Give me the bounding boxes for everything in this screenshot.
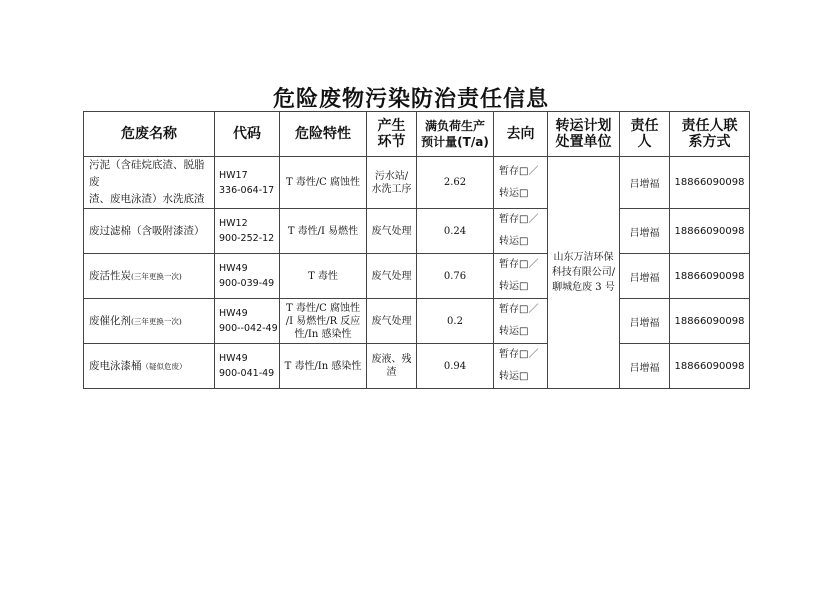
waste-name-text: 废过滤棉（含吸附漆渣）: [89, 224, 205, 237]
stage-cell: [367, 299, 417, 344]
waste-name-text: 废催化剂: [89, 314, 131, 327]
header-transfer-line1: 转运计划: [555, 118, 612, 134]
waste-code-category: HW49: [219, 263, 248, 274]
transfer-unit-line1: 山东万洁环保: [553, 252, 614, 263]
waste-name-cell: [84, 344, 215, 389]
header-amount-line2: 预计量(T/a): [421, 135, 489, 149]
hazard-line1: T 毒性/In 感染性: [284, 360, 362, 372]
waste-code-cell: [215, 157, 280, 209]
waste-name-line1: [89, 157, 214, 191]
contact-phone-number: 18866090098: [674, 360, 745, 372]
responsible-person-cell: [620, 344, 670, 389]
page-title: 危险废物污染防治责任信息: [272, 87, 549, 112]
header-code: 代码: [215, 112, 280, 157]
waste-name-cell: [84, 209, 215, 254]
stage-line1: 污水站/: [374, 170, 409, 182]
waste-code-category: HW17: [219, 169, 248, 181]
header-person: [620, 112, 670, 157]
header-row: [84, 112, 750, 157]
transfer-unit-line2: 科技有限公司/: [551, 267, 616, 278]
contact-phone-cell: [670, 344, 750, 389]
header-dest: 去向: [494, 112, 548, 157]
hazard-cell: [280, 209, 367, 254]
contact-phone-number: 18866090098: [674, 177, 745, 188]
contact-phone-cell: [670, 157, 750, 209]
waste-code-cell: [215, 209, 280, 254]
header-transfer-line2: 处置单位: [555, 134, 612, 150]
responsible-person-name: 吕增福: [629, 272, 660, 284]
header-contact-line1: 责任人联: [681, 118, 738, 134]
destination-cell: [494, 157, 548, 209]
destination-transfer: 转运□: [499, 371, 529, 382]
destination-transfer: 转运□: [499, 187, 529, 199]
stage-cell: [367, 344, 417, 389]
waste-code-cell: [215, 254, 280, 299]
waste-name-text: 污泥（含硅烷底渣、脱脂废: [89, 159, 205, 188]
waste-code-number: 900-039-49: [219, 278, 275, 289]
hazard-line1: T 毒性/I 易燃性: [287, 225, 359, 237]
amount-value: 0.76: [443, 270, 467, 282]
destination-cell: [494, 209, 548, 254]
contact-phone-cell: [670, 299, 750, 344]
destination-cell: [494, 254, 548, 299]
destination-storage: 暂存□／: [499, 165, 539, 177]
header-hazard: 危险特性: [280, 112, 367, 157]
stage-line1: 废气处理: [371, 315, 412, 327]
hazard-cell: [280, 299, 367, 344]
amount-value: 0.24: [443, 225, 467, 237]
waste-code-category: HW49: [219, 308, 248, 319]
waste-code-number: 900-252-12: [219, 233, 275, 244]
contact-phone-number: 18866090098: [674, 225, 745, 237]
header-contact: [670, 112, 750, 157]
contact-phone-number: 18866090098: [674, 270, 745, 282]
destination-transfer: 转运□: [499, 281, 529, 292]
contact-phone-cell: [670, 254, 750, 299]
responsible-person-name: 吕增福: [629, 227, 660, 239]
waste-name-cell: [84, 157, 215, 209]
header-person-line1: 责任: [630, 118, 659, 134]
header-amount-line1: 满负荷生产: [424, 119, 485, 133]
responsible-person-cell: [620, 209, 670, 254]
destination-cell: [494, 344, 548, 389]
hazard-line2: /I 易燃性/R 反应: [285, 315, 361, 327]
header-transfer: [548, 112, 620, 157]
waste-name-line1: [89, 358, 214, 375]
hazard-line1: T 毒性: [308, 270, 338, 282]
waste-name-note: (三年更换一次): [131, 316, 182, 326]
responsible-person-name: 吕增福: [629, 317, 660, 329]
waste-name-line1: [89, 223, 214, 240]
waste-name-cell: [84, 299, 215, 344]
destination-transfer: 转运□: [499, 236, 529, 247]
destination-transfer: 转运□: [499, 326, 529, 337]
stage-line1: 废气处理: [371, 225, 412, 237]
waste-name-note: (三年更换一次): [131, 271, 182, 281]
amount-cell: [417, 254, 494, 299]
waste-name-text: 废电泳漆桶: [89, 359, 142, 372]
waste-name-line1: [89, 313, 214, 330]
table-row: [84, 254, 750, 299]
contact-phone-cell: [670, 209, 750, 254]
amount-value: 2.62: [443, 177, 467, 188]
stage-line2: 渣: [386, 367, 397, 378]
hazard-line1: T 毒性/C 腐蚀性: [285, 177, 361, 188]
waste-code-cell: [215, 299, 280, 344]
header-name: 危废名称: [84, 112, 215, 157]
waste-code-category: HW12: [219, 218, 248, 229]
table-row: [84, 209, 750, 254]
stage-cell: [367, 254, 417, 299]
waste-name-text: 废活性炭: [89, 269, 131, 282]
amount-value: 0.94: [443, 360, 467, 372]
transfer-unit-line3: 聊城危废 3 号: [552, 282, 615, 293]
stage-cell: [367, 157, 417, 209]
transfer-unit-cell: [548, 157, 620, 389]
waste-code-category: HW49: [219, 353, 248, 364]
header-stage-line1: 产生: [377, 118, 406, 134]
header-amount: [417, 112, 494, 157]
hazardous-waste-table: [83, 111, 750, 389]
header-person-line2: 人: [637, 134, 652, 150]
waste-name-line2: 渣、废电泳渣）水洗底渣: [89, 193, 205, 205]
responsible-person-name: 吕增福: [629, 362, 660, 374]
table-row: [84, 299, 750, 344]
responsible-person-cell: [620, 157, 670, 209]
hazard-cell: [280, 157, 367, 209]
amount-value: 0.2: [447, 315, 463, 327]
amount-cell: [417, 209, 494, 254]
waste-name-cell: [84, 254, 215, 299]
amount-cell: [417, 344, 494, 389]
hazard-cell: [280, 344, 367, 389]
header-stage-line2: 环节: [377, 134, 406, 150]
amount-cell: [417, 157, 494, 209]
waste-code-cell: [215, 344, 280, 389]
hazard-line3: 性/In 感染性: [294, 328, 352, 340]
stage-line1: 废液、残: [371, 354, 412, 365]
destination-storage: 暂存□／: [499, 259, 539, 270]
waste-name-line1: [89, 268, 214, 285]
destination-storage: 暂存□／: [499, 214, 539, 225]
table-row: [84, 344, 750, 389]
table-row: [84, 157, 750, 209]
destination-cell: [494, 299, 548, 344]
responsible-person-cell: [620, 254, 670, 299]
destination-storage: 暂存□／: [499, 349, 539, 360]
stage-cell: [367, 209, 417, 254]
amount-cell: [417, 299, 494, 344]
responsible-person-name: 吕增福: [629, 179, 660, 190]
waste-name-note: （疑似危废）: [141, 361, 187, 371]
stage-line1: 废气处理: [371, 270, 412, 282]
destination-storage: 暂存□／: [499, 304, 539, 315]
responsible-person-cell: [620, 299, 670, 344]
hazard-cell: [280, 254, 367, 299]
header-contact-line2: 系方式: [688, 134, 731, 150]
waste-code-number: 336-064-17: [219, 184, 275, 196]
stage-line2: 水洗工序: [371, 183, 412, 195]
waste-code-number: 900-041-49: [219, 368, 275, 379]
header-stage: [367, 112, 417, 157]
contact-phone-number: 18866090098: [674, 315, 745, 327]
hazard-line1: T 毒性/C 腐蚀性: [285, 302, 361, 314]
waste-code-number: 900--042-49: [219, 323, 278, 334]
